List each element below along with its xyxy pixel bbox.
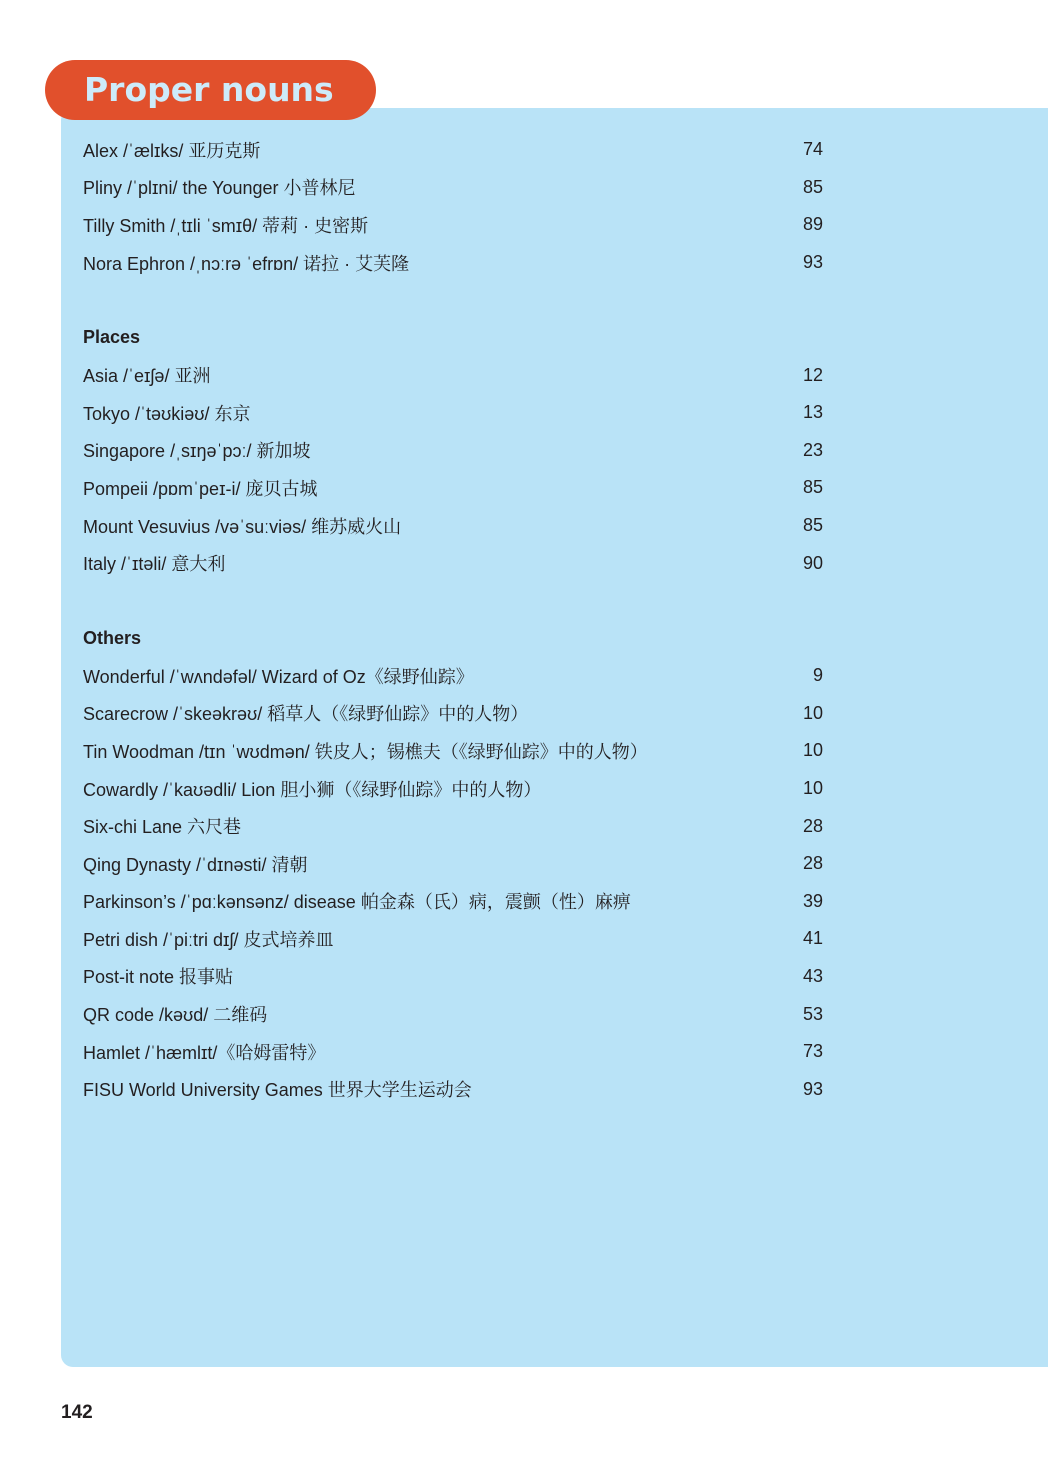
entry-term: FISU World University Games 世界大学生运动会 xyxy=(83,1080,472,1101)
section-heading-places: Places xyxy=(83,327,141,348)
entry-term: Cowardly /ˈkaʊədli/ Lion 胆小狮（《绿野仙踪》中的人物） xyxy=(83,779,542,800)
entry-term: Scarecrow /ˈskeəkrəʊ/ 稻草人（《绿野仙踪》中的人物） xyxy=(83,704,529,725)
entry-term: Parkinson’s /ˈpɑːkənsənz/ disease 帕金森（氏）病，震颤（性）麻痹 xyxy=(83,892,631,913)
entry-page: 39 xyxy=(802,890,823,911)
entry-term: Pliny /ˈplɪni/ the Younger 小普林尼 xyxy=(83,178,356,199)
list-item xyxy=(83,695,823,733)
entry-page: 90 xyxy=(802,552,823,573)
entry-page: 93 xyxy=(802,1078,823,1099)
list-item xyxy=(83,958,823,996)
list-item xyxy=(83,883,823,921)
list-item xyxy=(83,432,823,470)
entry-term: Singapore /ˌsɪŋəˈpɔː/ 新加坡 xyxy=(83,441,311,462)
list-item xyxy=(83,845,823,883)
list-item xyxy=(83,244,823,282)
page-title: Proper nouns xyxy=(84,70,334,109)
list-item xyxy=(83,807,823,845)
list-item xyxy=(83,657,823,695)
entry-page: 9 xyxy=(812,665,823,686)
list-item xyxy=(83,1070,823,1108)
entry-page: 41 xyxy=(802,928,823,949)
list-item xyxy=(83,507,823,545)
entry-page: 73 xyxy=(802,1041,823,1062)
entry-term: Nora Ephron /ˌnɔːrə ˈefrɒn/ 诺拉 · 艾芙隆 xyxy=(83,253,410,274)
list-item xyxy=(83,394,823,432)
entry-page: 23 xyxy=(802,439,823,460)
entry-page: 10 xyxy=(802,778,823,799)
list-item xyxy=(83,356,823,394)
entry-term: Tokyo /ˈtəʊkiəʊ/ 东京 xyxy=(83,403,251,424)
entry-page: 53 xyxy=(802,1003,823,1024)
section-heading-others: Others xyxy=(83,627,142,648)
entry-term: Pompeii /pɒmˈpeɪ-i/ 庞贝古城 xyxy=(83,478,318,499)
entry-page: 43 xyxy=(802,965,823,986)
list-item xyxy=(83,131,823,169)
entry-page: 12 xyxy=(802,364,823,385)
entry-term: QR code /kəʊd/ 二维码 xyxy=(83,1005,268,1026)
entry-term: Asia /ˈeɪʃə/ 亚洲 xyxy=(83,366,211,387)
list-item xyxy=(83,206,823,244)
entry-term: Petri dish /ˈpiːtri dɪʃ/ 皮式培养皿 xyxy=(83,929,334,950)
entry-term: Six-chi Lane 六尺巷 xyxy=(83,817,242,838)
list-item xyxy=(83,469,823,507)
entry-page: 85 xyxy=(802,176,823,197)
list-item xyxy=(83,1033,823,1071)
entry-page: 10 xyxy=(802,740,823,761)
entry-page: 74 xyxy=(802,139,823,160)
entry-term: Tin Woodman /tɪn ˈwʊdmən/ 铁皮人；锡樵夫（《绿野仙踪》中的人物） xyxy=(83,741,648,762)
list-item xyxy=(83,920,823,958)
list-item xyxy=(83,169,823,207)
entry-page: 28 xyxy=(802,853,823,874)
entry-page: 93 xyxy=(802,252,823,273)
entry-term: Hamlet /ˈhæmlɪt/《哈姆雷特》 xyxy=(83,1042,326,1063)
entry-term: Tilly Smith /ˌtɪli ˈsmɪθ/ 蒂莉 · 史密斯 xyxy=(83,215,369,236)
entry-page: 85 xyxy=(802,515,823,536)
list-item xyxy=(83,732,823,770)
list-item xyxy=(83,995,823,1033)
entry-term: Post-it note 报事贴 xyxy=(83,967,234,988)
list-item xyxy=(83,544,823,582)
entry-term: Qing Dynasty /ˈdɪnəsti/ 清朝 xyxy=(83,854,308,875)
entry-page: 89 xyxy=(802,214,823,235)
entry-term: Italy /ˈɪtəli/ 意大利 xyxy=(83,554,226,575)
page-number: 142 xyxy=(61,1402,93,1423)
entry-term: Mount Vesuvius /vəˈsuːviəs/ 维苏威火山 xyxy=(83,516,402,537)
section-title-tab xyxy=(45,60,376,120)
entry-page: 13 xyxy=(802,402,823,423)
entry-term: Alex /ˈælɪks/ 亚历克斯 xyxy=(83,140,261,161)
entry-term: Wonderful /ˈwʌndəfəl/ Wizard of Oz《绿野仙踪》 xyxy=(83,666,474,687)
entry-page: 28 xyxy=(802,815,823,836)
list-item xyxy=(83,770,823,808)
entry-page: 10 xyxy=(802,702,823,723)
entry-page: 85 xyxy=(802,477,823,498)
proper-nouns-list xyxy=(83,131,823,1108)
